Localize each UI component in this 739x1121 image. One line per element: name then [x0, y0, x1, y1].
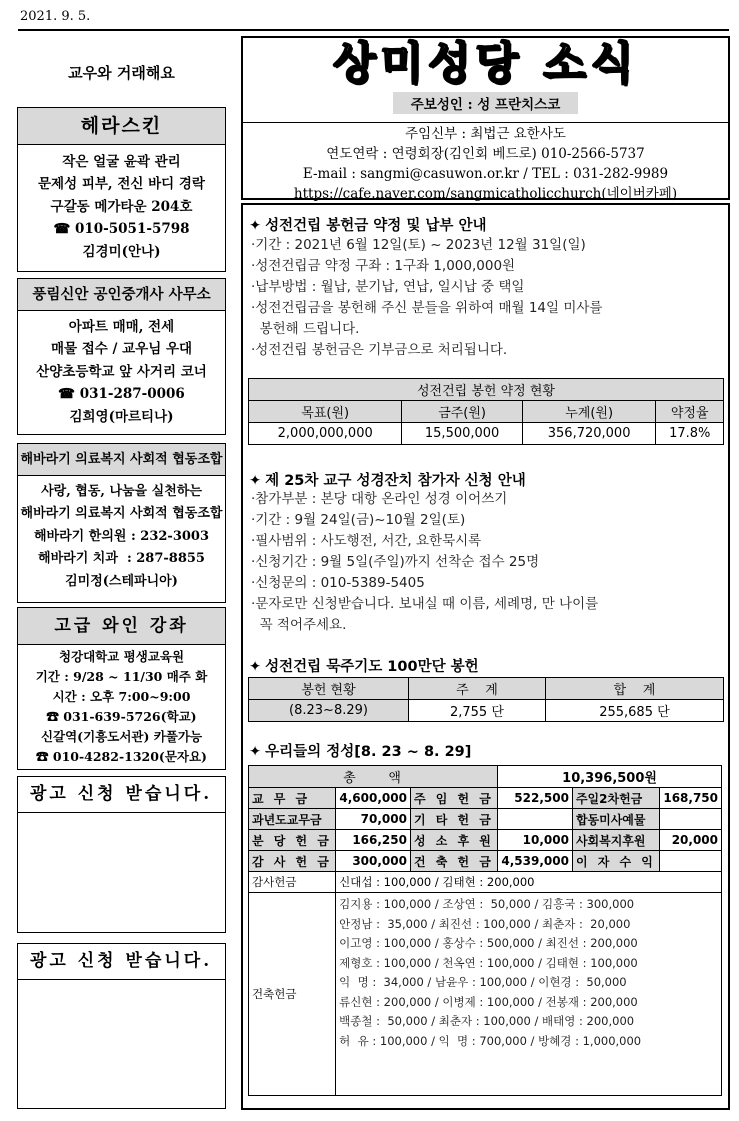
info-line: ·성전건립 봉헌금은 기부금으로 처리됩니다.	[251, 342, 508, 358]
donor-line: 익 명 : 34,000 / 남윤우 : 100,000 / 이현경 : 50,000	[339, 975, 627, 989]
table-cell: 15,500,000	[402, 423, 522, 445]
table-cell: 2,000,000,000	[249, 423, 402, 445]
ad-line: 해바라기 의료복지 사회적 협동조합	[20, 506, 223, 522]
patron-saint: 주보성인 : 성 프란치스코	[393, 92, 579, 114]
row-label: 감 사 헌 금	[249, 851, 336, 872]
total-value: 10,396,500원	[498, 766, 722, 788]
table-cell: 255,685 단	[545, 700, 723, 722]
donor-line: 제형호 : 100,000 / 천옥연 : 100,000 / 김태현 : 100,000	[339, 955, 638, 970]
table-header: 금주(원)	[402, 401, 522, 423]
ad-line: 작은 얼굴 윤곽 관리	[62, 154, 181, 170]
cross-icon: ✦	[249, 659, 262, 675]
pastor-line: 주임신부 : 최법근 요한사도	[243, 122, 728, 144]
ad-line: 사랑, 협동, 나눔을 실천하는	[41, 484, 202, 499]
row-value: 4,600,000	[336, 788, 411, 809]
section-title	[249, 655, 479, 676]
row-value	[498, 809, 573, 830]
row-value: 4,539,000	[498, 851, 573, 872]
email-tel: E-mail : sangmi@casuwon.or.kr / TEL : 031-282-9989	[302, 166, 669, 182]
ad-title: 광고 신청 받습니다.	[18, 944, 225, 980]
offering-table	[248, 765, 722, 1096]
cafe-link[interactable]: https://cafe.naver.com/sangmicatholicchurch(네이버카페)	[293, 186, 678, 202]
ad-line: 기간 : 9/28 ~ 11/30 매주 화	[35, 669, 208, 684]
ad-line: 김미정(스테파니아)	[65, 573, 178, 589]
row-value	[660, 851, 722, 872]
row-value: 522,500	[498, 788, 573, 809]
row-label: 교 무 금	[249, 788, 336, 809]
section-title-text: 제 25차 교구 성경잔치 참가자 신청 안내	[265, 473, 526, 489]
row-label: 합동미사예물	[572, 809, 659, 830]
table-cell: 17.8%	[656, 423, 724, 445]
row-value: 20,000	[660, 830, 722, 851]
pledge-table	[248, 378, 724, 445]
donor-line: 안정남 : 35,000 / 최진선 : 100,000 / 최춘자 : 20,000	[339, 916, 631, 931]
donor-line: 김지용 : 100,000 / 조상연 : 50,000 / 김흥국 : 300,000	[339, 897, 635, 911]
ad-line: 문제성 피부, 전신 바디 경락	[38, 176, 205, 193]
ad-line: 시간 : 오후 7:00~9:00	[52, 689, 191, 704]
cross-icon: ✦	[249, 744, 262, 760]
info-line: ·참가부분 : 본당 대항 온라인 성경 이어쓰기	[251, 491, 508, 507]
ad-line: 김경미(안나)	[82, 243, 161, 260]
total-label: 총 액	[249, 766, 498, 788]
info-line: 봉헌해 드립니다.	[251, 321, 360, 337]
ad-title: 헤라스킨	[17, 107, 226, 145]
info-line: 꼭 적어주세요.	[251, 617, 347, 633]
section-title	[249, 740, 471, 761]
table-cell: 356,720,000	[522, 423, 656, 445]
row-value: 10,000	[498, 830, 573, 851]
ad-realestate	[17, 278, 226, 435]
table-header: 합 계	[545, 678, 723, 700]
table-header: 누계(원)	[522, 401, 656, 423]
ad-line: 김희영(마르티나)	[69, 408, 174, 425]
section-title	[249, 469, 526, 490]
ad-herskin	[17, 107, 226, 272]
row-value: 166,250	[336, 830, 411, 851]
info-line: ·성전건립금을 봉헌해 주신 분들을 위하여 매월 14일 미사를	[251, 300, 603, 316]
info-line: ·필사범위 : 사도행전, 서간, 요한묵시록	[251, 533, 482, 549]
ad-line: 해바라기 한의원 : 232-3003	[34, 528, 209, 544]
ad-line: 산양초등학교 앞 사거리 코너	[36, 363, 207, 380]
section-lines	[251, 235, 602, 361]
ad-line: 구갈동 메가타운 204호	[50, 198, 193, 215]
ad-title: 고급 와인 강좌	[17, 607, 226, 645]
ad-line: 아파트 매매, 전세	[68, 319, 175, 335]
section-title-text: 우리들의 정성[8. 23 ~ 8. 29]	[265, 744, 472, 760]
ad-body	[17, 311, 226, 435]
section-lines	[251, 489, 598, 636]
row-label: 분 당 헌 금	[249, 830, 336, 851]
funeral-contact: 연도연락 : 연령회장(김인회 베드로) 010-2566-5737	[326, 146, 645, 162]
row-value	[660, 809, 722, 830]
row-label: 주일2차헌금	[572, 788, 659, 809]
row-label: 건 축 헌 금	[410, 851, 497, 872]
row-label: 과년도교무금	[249, 809, 336, 830]
left-heading: 교우와 거래해요	[68, 64, 175, 82]
row-value: 70,000	[336, 809, 411, 830]
row-label: 이 자 수 익	[572, 851, 659, 872]
ad-slot-2	[17, 943, 226, 1109]
thanks-value: 신대섭 : 100,000 / 김태현 : 200,000	[336, 872, 722, 893]
thanks-label: 감사헌금	[249, 872, 336, 893]
row-label: 성 소 후 원	[410, 830, 497, 851]
ad-title: 광고 신청 받습니다.	[18, 777, 225, 813]
table-caption: 성전건립 봉헌 약정 현황	[249, 379, 724, 401]
ad-title: 풍림신안 공인중개사 사무소	[17, 278, 226, 311]
table-cell: 2,755 단	[409, 700, 546, 722]
info-line: ·기간 : 2021년 6월 12일(토) ~ 2023년 12월 31일(일)	[251, 237, 586, 253]
ad-body	[17, 145, 226, 272]
ad-line: 매물 접수 / 교우님 우대	[50, 341, 193, 358]
bulletin-header	[241, 36, 730, 200]
donor-line: 허 유 : 100,000 / 익 명 : 700,000 / 방혜경 : 1,000,000	[339, 1033, 642, 1048]
ad-line: 청강대학교 평생교육원	[58, 649, 185, 664]
row-value: 168,750	[660, 788, 722, 809]
main-content	[241, 203, 730, 1110]
donor-line: 백종철 : 50,000 / 최춘자 : 100,000 / 배태영 : 200,000	[339, 1014, 635, 1028]
info-line: ·납부방법 : 월납, 분기납, 연납, 일시납 중 택일	[251, 279, 525, 295]
info-line: ·문자로만 신청받습니다. 보내실 때 이름, 세례명, 만 나이를	[251, 596, 599, 612]
donor-line: 이고영 : 100,000 / 홍상수 : 500,000 / 최진선 : 200,000	[339, 936, 638, 950]
building-donors	[336, 893, 722, 1096]
info-line: ·신청기간 : 9월 5일(주일)까지 선착순 접수 25명	[251, 554, 540, 570]
bulletin-date: 2021. 9. 5.	[20, 9, 91, 24]
section-title-text: 성전건립 묵주기도 100만단 봉헌	[265, 659, 479, 675]
ad-phone: ☎ 031-287-0006	[58, 386, 185, 403]
row-value: 300,000	[336, 851, 411, 872]
info-line: ·신청문의 : 010-5389-5405	[251, 575, 425, 591]
ad-title: 해바라기 의료복지 사회적 협동조합	[17, 443, 226, 476]
section-title-text: 성전건립 봉헌금 약정 및 납부 안내	[265, 218, 487, 234]
cross-icon: ✦	[249, 218, 262, 234]
top-rule	[18, 29, 729, 31]
ad-line: 신갈역(기흥도서관) 카풀가능	[40, 729, 203, 744]
ad-slot-1	[17, 776, 226, 933]
cross-icon: ✦	[249, 473, 262, 489]
rosary-table	[248, 677, 724, 722]
info-line: ·기간 : 9월 24일(금)~10월 2일(토)	[251, 512, 466, 528]
ad-phone: ☎ 010-5051-5798	[53, 221, 190, 238]
ad-phone: ☎ 010-4282-1320(문자요)	[36, 749, 207, 764]
row-label: 기 타 헌 금	[410, 809, 497, 830]
ad-phone: ☎ 031-639-5726(학교)	[46, 709, 197, 724]
info-line: ·성전건립금 약정 구좌 : 1구좌 1,000,000원	[251, 258, 516, 274]
table-header: 목표(원)	[249, 401, 402, 423]
donor-line: 류신현 : 200,000 / 이병제 : 100,000 / 전봉재 : 200,000	[339, 994, 638, 1009]
table-header: 약정율	[656, 401, 724, 423]
section-title	[249, 214, 487, 235]
ad-body	[17, 645, 226, 770]
ad-body	[17, 476, 226, 603]
table-header: 주 계	[409, 678, 546, 700]
ad-wine	[17, 607, 226, 770]
ad-line: 해바라기 치과 : 287-8855	[38, 551, 205, 567]
table-header: (8.23~8.29)	[249, 700, 409, 722]
table-header: 봉헌 현황	[249, 678, 409, 700]
building-label: 건축헌금	[249, 893, 336, 1096]
bulletin-title: 상미성당 소식	[332, 38, 639, 89]
row-label: 주 임 헌 금	[410, 788, 497, 809]
row-label: 사회복지후원	[572, 830, 659, 851]
ad-coop	[17, 443, 226, 603]
